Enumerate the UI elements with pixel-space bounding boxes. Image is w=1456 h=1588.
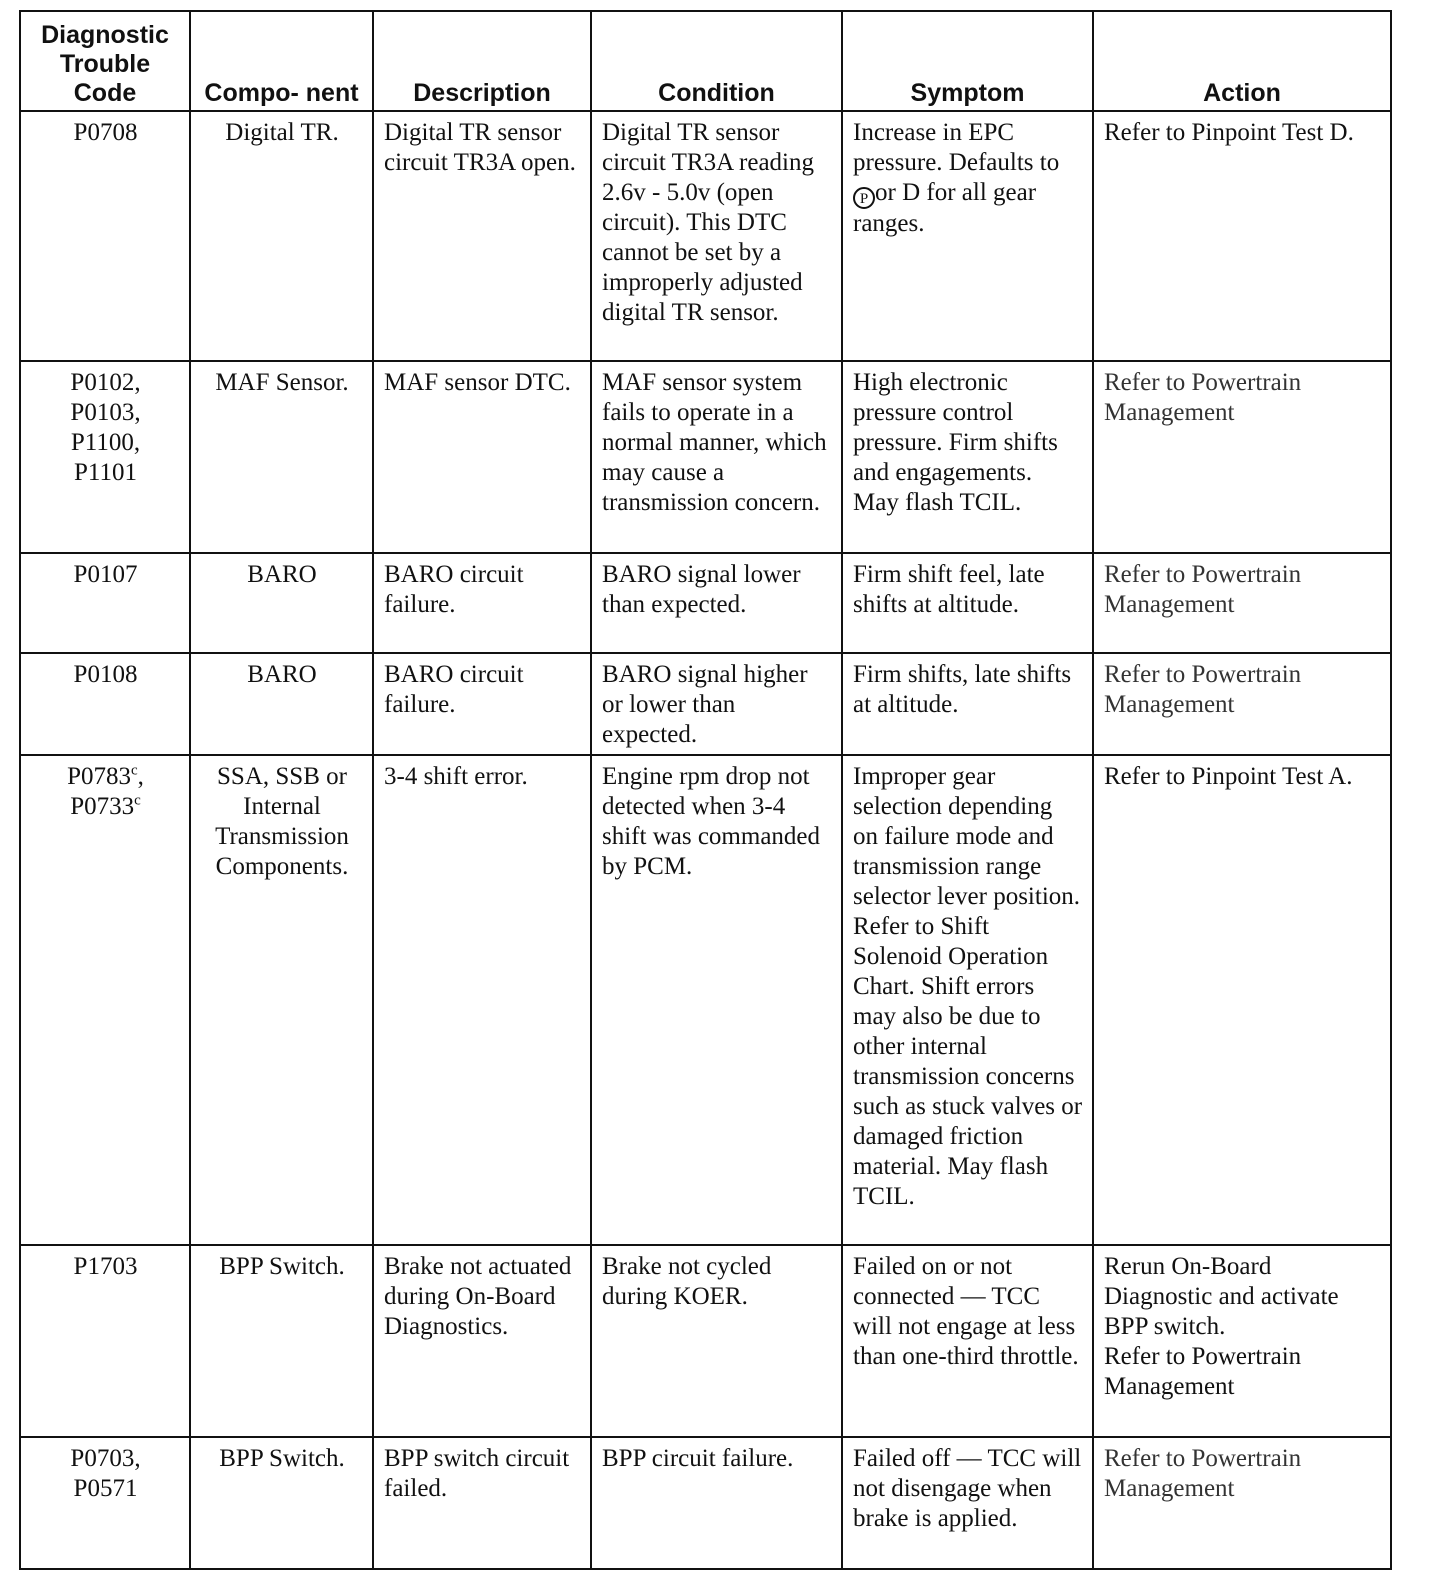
symptom-text-before: Increase in EPC pressure. Defaults to — [853, 119, 1060, 176]
cell-code: P0102, P0103, P1100, P1101 — [20, 361, 190, 553]
code-separator: , — [137, 763, 144, 790]
cell-symptom: Failed on or not connected — TCC will not engage at less than one-third throttle. — [842, 1245, 1093, 1437]
cell-action: Refer to Pinpoint Test D. — [1093, 111, 1391, 361]
cell-action: Rerun On-Board Diagnostic and activate BPP switch. Refer to Powertrain Management — [1093, 1245, 1391, 1437]
table-row — [20, 111, 1391, 361]
cell-component: SSA, SSB or Internal Transmission Components. — [190, 755, 373, 1245]
cell-condition: BPP circuit failure. — [591, 1437, 842, 1569]
dtc-table — [19, 10, 1392, 1570]
cell-description: BARO circuit failure. — [373, 653, 591, 755]
cell-symptom: Failed off — TCC will not disengage when brake is applied. — [842, 1437, 1093, 1569]
table-row — [20, 755, 1391, 1245]
table-row — [20, 1245, 1391, 1437]
cell-description: BPP switch circuit failed. — [373, 1437, 591, 1569]
cell-condition: BARO signal higher or lower than expected. — [591, 653, 842, 755]
footnote-mark: c — [134, 792, 141, 809]
cell-description: MAF sensor DTC. — [373, 361, 591, 553]
cell-action: Refer to Powertrain Management — [1093, 361, 1391, 553]
dtc-table-page — [19, 10, 1390, 1570]
cell-code — [20, 755, 190, 1245]
cell-description: BARO circuit failure. — [373, 553, 591, 653]
cell-condition: MAF sensor system fails to operate in a normal manner, which may cause a transmission concern. — [591, 361, 842, 553]
header-description: Description — [373, 11, 591, 111]
cell-component: BARO — [190, 553, 373, 653]
cell-symptom — [842, 111, 1093, 361]
cell-action: Refer to Powertrain Management — [1093, 553, 1391, 653]
code-text: P0783 — [67, 763, 131, 790]
cell-action: Refer to Powertrain Management — [1093, 1437, 1391, 1569]
cell-condition: Engine rpm drop not detected when 3-4 shift was commanded by PCM. — [591, 755, 842, 1245]
cell-symptom: Improper gear selection depending on failure mode and transmission range selector lever position. Refer to Shift Solenoid Operation Chart. Shift errors may also be due to other internal transmission concerns such as stuck valves or damaged friction material. May flash TCIL. — [842, 755, 1093, 1245]
cell-component: BARO — [190, 653, 373, 755]
header-row — [20, 11, 1391, 111]
table-row — [20, 653, 1391, 755]
header-component: Compo- nent — [190, 11, 373, 111]
cell-symptom: Firm shifts, late shifts at altitude. — [842, 653, 1093, 755]
cell-description: Brake not actuated during On-Board Diagnostics. — [373, 1245, 591, 1437]
cell-condition: BARO signal lower than expected. — [591, 553, 842, 653]
cell-component: MAF Sensor. — [190, 361, 373, 553]
cell-action: Refer to Powertrain Management — [1093, 653, 1391, 755]
header-action: Action — [1093, 11, 1391, 111]
cell-symptom: Firm shift feel, late shifts at altitude. — [842, 553, 1093, 653]
cell-code: P1703 — [20, 1245, 190, 1437]
cell-component: Digital TR. — [190, 111, 373, 361]
circled-p-mark: P — [853, 187, 875, 209]
cell-description: Digital TR sensor circuit TR3A open. — [373, 111, 591, 361]
footnote-mark: c — [130, 762, 138, 779]
cell-code: P0708 — [20, 111, 190, 361]
table-row — [20, 553, 1391, 653]
header-code: Diagnostic Trouble Code — [20, 11, 190, 111]
symptom-text-after: or D for all gear ranges. — [853, 179, 1037, 237]
cell-action: Refer to Pinpoint Test A. — [1093, 755, 1391, 1245]
cell-description: 3-4 shift error. — [373, 755, 591, 1245]
cell-component: BPP Switch. — [190, 1245, 373, 1437]
cell-symptom: High electronic pressure control pressure. Firm shifts and engagements. May flash TCIL. — [842, 361, 1093, 553]
header-condition: Condition — [591, 11, 842, 111]
table-row — [20, 361, 1391, 553]
cell-code: P0107 — [20, 553, 190, 653]
cell-component: BPP Switch. — [190, 1437, 373, 1569]
cell-condition: Brake not cycled during KOER. — [591, 1245, 842, 1437]
table-row — [20, 1437, 1391, 1569]
cell-code: P0108 — [20, 653, 190, 755]
cell-code: P0703, P0571 — [20, 1437, 190, 1569]
cell-condition: Digital TR sensor circuit TR3A reading 2.6v - 5.0v (open circuit). This DTC cannot be set by a improperly adjusted digital TR sensor. — [591, 111, 842, 361]
code-text: P0733 — [70, 793, 135, 820]
header-symptom: Symptom — [842, 11, 1093, 111]
